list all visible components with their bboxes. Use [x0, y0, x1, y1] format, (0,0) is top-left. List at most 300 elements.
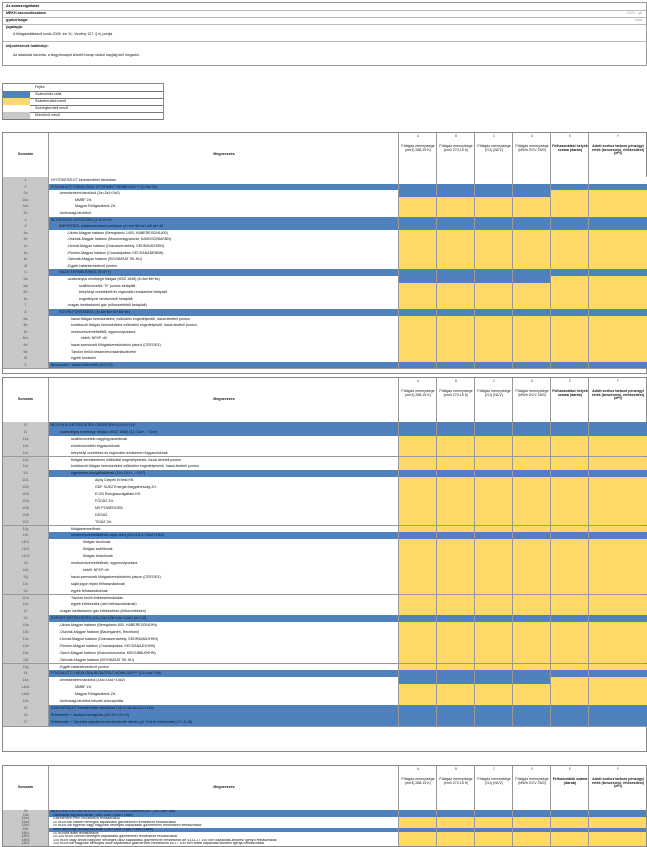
input-cell[interactable] — [474, 595, 513, 602]
input-cell[interactable] — [436, 477, 475, 484]
input-cell[interactable] — [398, 574, 437, 581]
input-cell[interactable] — [512, 588, 551, 595]
input-cell[interactable] — [550, 256, 589, 263]
input-cell[interactable] — [550, 355, 589, 362]
input-cell[interactable] — [588, 276, 647, 283]
input-cell[interactable] — [474, 622, 513, 629]
input-cell[interactable] — [512, 335, 551, 342]
input-cell[interactable] — [512, 643, 551, 650]
input-cell[interactable] — [474, 296, 513, 303]
input-cell[interactable] — [436, 342, 475, 349]
input-cell[interactable] — [588, 622, 647, 629]
input-cell[interactable] — [550, 484, 589, 491]
input-cell[interactable] — [550, 296, 589, 303]
input-cell[interactable] — [550, 498, 589, 505]
input-cell[interactable] — [436, 526, 475, 533]
input-cell[interactable] — [474, 210, 513, 217]
input-cell[interactable] — [436, 512, 475, 519]
input-cell[interactable] — [550, 283, 589, 290]
input-cell[interactable] — [588, 546, 647, 553]
input-cell[interactable] — [474, 263, 513, 270]
input-cell[interactable] — [588, 263, 647, 270]
input-cell[interactable] — [474, 349, 513, 356]
input-cell[interactable] — [550, 505, 589, 512]
input-cell[interactable] — [474, 505, 513, 512]
input-cell[interactable] — [398, 342, 437, 349]
input-cell[interactable] — [398, 595, 437, 602]
input-cell[interactable] — [398, 560, 437, 567]
input-cell[interactable] — [474, 684, 513, 691]
input-cell[interactable] — [474, 197, 513, 204]
input-cell[interactable] — [398, 463, 437, 470]
input-cell[interactable] — [550, 567, 589, 574]
input-cell[interactable] — [398, 650, 437, 657]
input-cell[interactable] — [588, 664, 647, 671]
input-cell[interactable] — [474, 491, 513, 498]
input-cell[interactable] — [436, 595, 475, 602]
input-cell[interactable] — [550, 197, 589, 204]
input-cell[interactable] — [512, 567, 551, 574]
input-cell[interactable] — [436, 691, 475, 698]
input-cell[interactable] — [398, 296, 437, 303]
input-cell[interactable] — [474, 698, 513, 705]
input-cell[interactable] — [436, 457, 475, 464]
input-cell[interactable] — [588, 477, 647, 484]
input-cell[interactable] — [398, 256, 437, 263]
input-cell[interactable] — [398, 539, 437, 546]
input-cell[interactable] — [436, 436, 475, 443]
input-cell[interactable] — [474, 283, 513, 290]
input-cell[interactable] — [398, 608, 437, 615]
input-cell[interactable] — [550, 289, 589, 296]
input-cell[interactable] — [398, 484, 437, 491]
input-cell[interactable] — [398, 622, 437, 629]
input-cell[interactable] — [512, 684, 551, 691]
input-cell[interactable] — [474, 601, 513, 608]
input-cell[interactable] — [588, 588, 647, 595]
input-cell[interactable] — [474, 842, 513, 846]
input-cell[interactable] — [436, 463, 475, 470]
input-cell[interactable] — [588, 349, 647, 356]
input-cell[interactable] — [436, 443, 475, 450]
input-cell[interactable] — [512, 484, 551, 491]
input-cell[interactable] — [512, 463, 551, 470]
input-cell[interactable] — [474, 588, 513, 595]
input-cell[interactable] — [512, 842, 551, 846]
input-cell[interactable] — [474, 691, 513, 698]
input-cell[interactable] — [474, 443, 513, 450]
input-cell[interactable] — [474, 236, 513, 243]
input-cell[interactable] — [588, 491, 647, 498]
input-cell[interactable] — [512, 457, 551, 464]
input-cell[interactable] — [588, 236, 647, 243]
input-cell[interactable] — [436, 588, 475, 595]
input-cell[interactable] — [474, 355, 513, 362]
input-cell[interactable] — [436, 335, 475, 342]
input-cell[interactable] — [436, 581, 475, 588]
input-cell[interactable] — [550, 842, 589, 846]
input-cell[interactable] — [436, 316, 475, 323]
input-cell[interactable] — [588, 519, 647, 526]
input-cell[interactable] — [588, 553, 647, 560]
input-cell[interactable] — [474, 342, 513, 349]
input-cell[interactable] — [474, 289, 513, 296]
input-cell[interactable] — [550, 203, 589, 210]
input-cell[interactable] — [436, 203, 475, 210]
input-cell[interactable] — [474, 526, 513, 533]
input-cell[interactable] — [436, 698, 475, 705]
input-cell[interactable] — [512, 210, 551, 217]
input-cell[interactable] — [398, 546, 437, 553]
input-cell[interactable] — [588, 629, 647, 636]
input-cell[interactable] — [436, 236, 475, 243]
input-cell[interactable] — [436, 567, 475, 574]
input-cell[interactable] — [588, 289, 647, 296]
input-cell[interactable] — [398, 289, 437, 296]
input-cell[interactable] — [512, 505, 551, 512]
input-cell[interactable] — [436, 210, 475, 217]
input-cell[interactable] — [398, 322, 437, 329]
input-cell[interactable] — [436, 250, 475, 257]
input-cell[interactable] — [588, 450, 647, 457]
input-cell[interactable] — [474, 567, 513, 574]
input-cell[interactable] — [398, 512, 437, 519]
input-cell[interactable] — [398, 636, 437, 643]
input-cell[interactable] — [436, 322, 475, 329]
input-cell[interactable] — [436, 491, 475, 498]
input-cell[interactable] — [474, 553, 513, 560]
input-cell[interactable] — [398, 329, 437, 336]
input-cell[interactable] — [474, 657, 513, 664]
input-cell[interactable] — [588, 677, 647, 684]
input-cell[interactable] — [512, 302, 551, 309]
input-cell[interactable] — [398, 263, 437, 270]
input-cell[interactable] — [436, 302, 475, 309]
input-cell[interactable] — [474, 574, 513, 581]
input-cell[interactable] — [474, 512, 513, 519]
input-cell[interactable] — [474, 302, 513, 309]
input-cell[interactable] — [512, 243, 551, 250]
input-cell[interactable] — [398, 355, 437, 362]
input-cell[interactable] — [588, 256, 647, 263]
input-cell[interactable] — [550, 629, 589, 636]
input-cell[interactable] — [588, 595, 647, 602]
input-cell[interactable] — [512, 450, 551, 457]
input-cell[interactable] — [550, 491, 589, 498]
input-cell[interactable] — [550, 302, 589, 309]
input-cell[interactable] — [436, 283, 475, 290]
input-cell[interactable] — [398, 526, 437, 533]
input-cell[interactable] — [512, 283, 551, 290]
input-cell[interactable] — [550, 677, 589, 684]
input-cell[interactable] — [588, 512, 647, 519]
input-cell[interactable] — [512, 519, 551, 526]
input-cell[interactable] — [398, 316, 437, 323]
input-cell[interactable] — [398, 643, 437, 650]
input-cell[interactable] — [550, 546, 589, 553]
input-cell[interactable] — [398, 203, 437, 210]
input-cell[interactable] — [512, 342, 551, 349]
input-cell[interactable] — [588, 581, 647, 588]
input-cell[interactable] — [512, 691, 551, 698]
input-cell[interactable] — [512, 574, 551, 581]
input-cell[interactable] — [550, 190, 589, 197]
input-cell[interactable] — [474, 664, 513, 671]
input-cell[interactable] — [588, 230, 647, 237]
input-cell[interactable] — [474, 581, 513, 588]
input-cell[interactable] — [474, 519, 513, 526]
input-cell[interactable] — [588, 650, 647, 657]
input-cell[interactable] — [588, 355, 647, 362]
input-cell[interactable] — [588, 698, 647, 705]
input-cell[interactable] — [436, 505, 475, 512]
input-cell[interactable] — [550, 560, 589, 567]
input-cell[interactable] — [398, 691, 437, 698]
input-cell[interactable] — [550, 657, 589, 664]
input-cell[interactable] — [474, 484, 513, 491]
input-cell[interactable] — [398, 197, 437, 204]
input-cell[interactable] — [550, 450, 589, 457]
input-cell[interactable] — [550, 636, 589, 643]
input-cell[interactable] — [550, 477, 589, 484]
input-cell[interactable] — [550, 664, 589, 671]
input-cell[interactable] — [588, 505, 647, 512]
input-cell[interactable] — [398, 519, 437, 526]
input-cell[interactable] — [550, 539, 589, 546]
input-cell[interactable] — [398, 243, 437, 250]
input-cell[interactable] — [588, 197, 647, 204]
input-cell[interactable] — [512, 498, 551, 505]
input-cell[interactable] — [550, 650, 589, 657]
input-cell[interactable] — [588, 498, 647, 505]
input-cell[interactable] — [474, 650, 513, 657]
input-cell[interactable] — [588, 457, 647, 464]
input-cell[interactable] — [474, 230, 513, 237]
input-cell[interactable] — [588, 691, 647, 698]
input-cell[interactable] — [436, 355, 475, 362]
input-cell[interactable] — [512, 329, 551, 336]
input-cell[interactable] — [398, 283, 437, 290]
input-cell[interactable] — [588, 190, 647, 197]
input-cell[interactable] — [398, 491, 437, 498]
input-cell[interactable] — [436, 560, 475, 567]
input-cell[interactable] — [474, 243, 513, 250]
input-cell[interactable] — [398, 601, 437, 608]
input-cell[interactable] — [550, 684, 589, 691]
input-cell[interactable] — [588, 443, 647, 450]
input-cell[interactable] — [550, 526, 589, 533]
input-cell[interactable] — [436, 484, 475, 491]
input-cell[interactable] — [588, 335, 647, 342]
input-cell[interactable] — [398, 567, 437, 574]
input-cell[interactable] — [550, 236, 589, 243]
input-cell[interactable] — [588, 210, 647, 217]
input-cell[interactable] — [512, 296, 551, 303]
input-cell[interactable] — [512, 263, 551, 270]
input-cell[interactable] — [474, 457, 513, 464]
input-cell[interactable] — [588, 601, 647, 608]
input-cell[interactable] — [588, 463, 647, 470]
input-cell[interactable] — [474, 629, 513, 636]
input-cell[interactable] — [550, 230, 589, 237]
input-cell[interactable] — [436, 289, 475, 296]
input-cell[interactable] — [512, 581, 551, 588]
input-cell[interactable] — [436, 243, 475, 250]
input-cell[interactable] — [588, 316, 647, 323]
input-cell[interactable] — [512, 250, 551, 257]
input-cell[interactable] — [588, 574, 647, 581]
input-cell[interactable] — [588, 567, 647, 574]
input-cell[interactable] — [512, 236, 551, 243]
input-cell[interactable] — [512, 349, 551, 356]
input-cell[interactable] — [512, 197, 551, 204]
input-cell[interactable] — [398, 349, 437, 356]
input-cell[interactable] — [588, 203, 647, 210]
input-cell[interactable] — [512, 355, 551, 362]
input-cell[interactable] — [550, 335, 589, 342]
input-cell[interactable] — [512, 512, 551, 519]
input-cell[interactable] — [512, 595, 551, 602]
input-cell[interactable] — [588, 283, 647, 290]
input-cell[interactable] — [512, 629, 551, 636]
input-cell[interactable] — [550, 322, 589, 329]
input-cell[interactable] — [512, 477, 551, 484]
input-cell[interactable] — [550, 691, 589, 698]
input-cell[interactable] — [474, 477, 513, 484]
input-cell[interactable] — [550, 349, 589, 356]
input-cell[interactable] — [398, 629, 437, 636]
input-cell[interactable] — [398, 664, 437, 671]
input-cell[interactable] — [398, 457, 437, 464]
input-cell[interactable] — [550, 316, 589, 323]
input-cell[interactable] — [588, 302, 647, 309]
input-cell[interactable] — [512, 601, 551, 608]
input-cell[interactable] — [398, 553, 437, 560]
input-cell[interactable] — [398, 230, 437, 237]
input-cell[interactable] — [588, 436, 647, 443]
input-cell[interactable] — [550, 588, 589, 595]
input-cell[interactable] — [436, 498, 475, 505]
input-cell[interactable] — [512, 539, 551, 546]
input-cell[interactable] — [436, 450, 475, 457]
input-cell[interactable] — [474, 436, 513, 443]
input-cell[interactable] — [398, 684, 437, 691]
input-cell[interactable] — [398, 335, 437, 342]
input-cell[interactable] — [550, 263, 589, 270]
input-cell[interactable] — [436, 296, 475, 303]
input-cell[interactable] — [550, 574, 589, 581]
input-cell[interactable] — [436, 349, 475, 356]
input-cell[interactable] — [436, 539, 475, 546]
input-cell[interactable] — [436, 519, 475, 526]
input-cell[interactable] — [550, 698, 589, 705]
input-cell[interactable] — [550, 276, 589, 283]
input-cell[interactable] — [512, 230, 551, 237]
input-cell[interactable] — [398, 498, 437, 505]
input-cell[interactable] — [474, 322, 513, 329]
input-cell[interactable] — [474, 316, 513, 323]
input-cell[interactable] — [550, 595, 589, 602]
input-cell[interactable] — [550, 457, 589, 464]
input-cell[interactable] — [474, 250, 513, 257]
input-cell[interactable] — [398, 250, 437, 257]
input-cell[interactable] — [474, 256, 513, 263]
input-cell[interactable] — [550, 443, 589, 450]
input-cell[interactable] — [436, 622, 475, 629]
input-cell[interactable] — [512, 443, 551, 450]
input-cell[interactable] — [550, 436, 589, 443]
input-cell[interactable] — [588, 250, 647, 257]
input-cell[interactable] — [398, 236, 437, 243]
input-cell[interactable] — [550, 601, 589, 608]
input-cell[interactable] — [550, 329, 589, 336]
input-cell[interactable] — [588, 342, 647, 349]
input-cell[interactable] — [436, 650, 475, 657]
input-cell[interactable] — [512, 636, 551, 643]
input-cell[interactable] — [512, 546, 551, 553]
input-cell[interactable] — [588, 636, 647, 643]
input-cell[interactable] — [436, 842, 475, 846]
input-cell[interactable] — [474, 560, 513, 567]
input-cell[interactable] — [398, 477, 437, 484]
input-cell[interactable] — [436, 601, 475, 608]
input-cell[interactable] — [512, 256, 551, 263]
input-cell[interactable] — [398, 302, 437, 309]
input-cell[interactable] — [436, 553, 475, 560]
input-cell[interactable] — [474, 450, 513, 457]
input-cell[interactable] — [436, 657, 475, 664]
input-cell[interactable] — [474, 608, 513, 615]
input-cell[interactable] — [512, 203, 551, 210]
input-cell[interactable] — [512, 526, 551, 533]
input-cell[interactable] — [550, 643, 589, 650]
input-cell[interactable] — [436, 329, 475, 336]
input-cell[interactable] — [550, 581, 589, 588]
input-cell[interactable] — [474, 203, 513, 210]
input-cell[interactable] — [588, 322, 647, 329]
input-cell[interactable] — [436, 256, 475, 263]
input-cell[interactable] — [512, 664, 551, 671]
input-cell[interactable] — [588, 684, 647, 691]
input-cell[interactable] — [398, 450, 437, 457]
input-cell[interactable] — [436, 608, 475, 615]
input-cell[interactable] — [474, 329, 513, 336]
input-cell[interactable] — [588, 608, 647, 615]
input-cell[interactable] — [550, 622, 589, 629]
input-cell[interactable] — [550, 519, 589, 526]
input-cell[interactable] — [474, 335, 513, 342]
input-cell[interactable] — [474, 463, 513, 470]
input-cell[interactable] — [474, 546, 513, 553]
input-cell[interactable] — [512, 650, 551, 657]
input-cell[interactable] — [436, 230, 475, 237]
input-cell[interactable] — [398, 698, 437, 705]
input-cell[interactable] — [398, 436, 437, 443]
input-cell[interactable] — [588, 657, 647, 664]
input-cell[interactable] — [512, 436, 551, 443]
input-cell[interactable] — [436, 684, 475, 691]
input-cell[interactable] — [474, 539, 513, 546]
input-cell[interactable] — [436, 574, 475, 581]
input-cell[interactable] — [398, 657, 437, 664]
input-cell[interactable] — [398, 581, 437, 588]
input-cell[interactable] — [588, 484, 647, 491]
input-cell[interactable] — [512, 316, 551, 323]
input-cell[interactable] — [398, 210, 437, 217]
input-cell[interactable] — [512, 622, 551, 629]
input-cell[interactable] — [512, 553, 551, 560]
input-cell[interactable] — [474, 498, 513, 505]
